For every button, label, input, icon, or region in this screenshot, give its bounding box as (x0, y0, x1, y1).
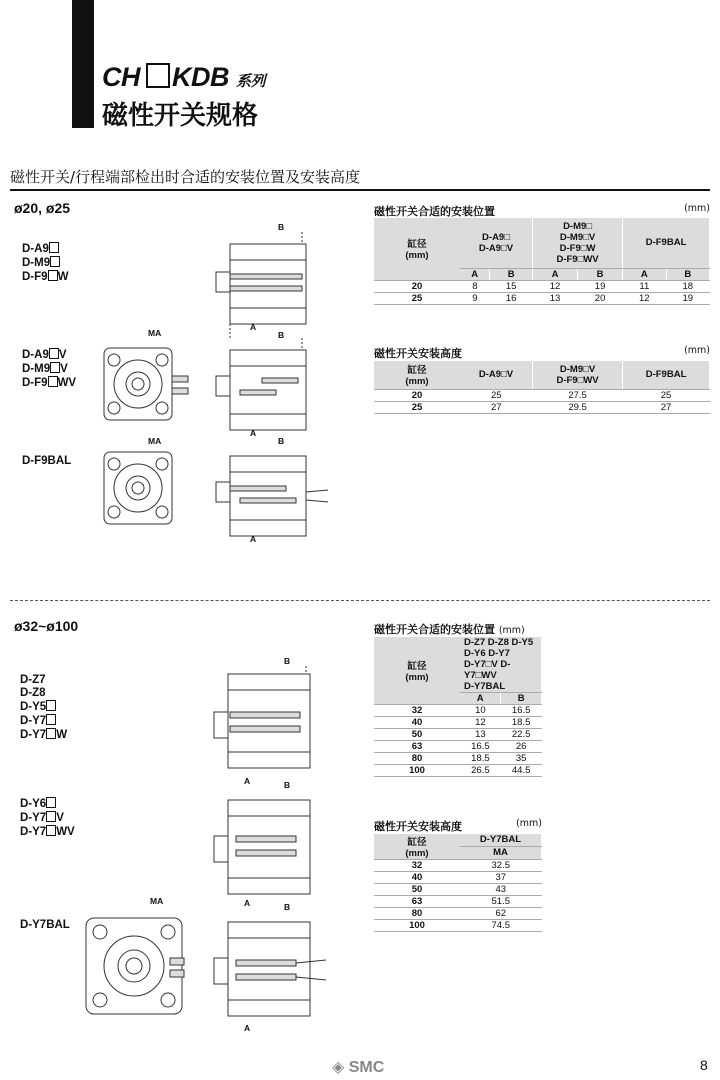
bore-size-label: ø32~ø100 (14, 618, 79, 634)
dim-label-ma: MA (150, 896, 164, 906)
page-number: 8 (700, 1057, 708, 1073)
table-title: 磁性开关安装高度 (mm) (374, 345, 710, 363)
section-heading: 磁性开关/行程端部检出时合适的安装位置及安装高度 (10, 166, 710, 191)
col-header-3: D-F9BAL (623, 218, 710, 268)
table-row: 25 27 29.5 27 (374, 401, 710, 413)
col-header-2: D-M9□ D-M9□V D-F9□W D-F9□WV (533, 218, 623, 268)
bottom-cylinder-drawings (70, 660, 330, 1040)
table-row: 80 18.5 35 (374, 753, 542, 765)
table-row: 20 25 27.5 25 (374, 389, 710, 401)
dim-label-b: B (278, 436, 285, 446)
mounting-position-table: 缸径 (mm) D-Z7 D-Z8 D-Y5 D-Y6 D-Y7 D-Y7□V D-Y7□WV D-Y7BAL A B 32 10 16.5 40 12 18.5 50 13 22.5 63 16.5 26 80 18.5 35 100 26.5 44.5 (374, 637, 542, 777)
mounting-height-table: 缸径 (mm) D-Y7BAL MA 32 32.5 40 37 50 43 63 51.5 80 62 100 74.5 (374, 834, 542, 932)
table-row: 100 26.5 44.5 (374, 765, 542, 777)
model-group-2: D-Y6 D-Y7 V D-Y7 WV (20, 798, 75, 838)
model-group-3: D-F9BAL (22, 455, 72, 467)
bore-size-label: ø20, ø25 (14, 200, 71, 216)
table-row: 100 74.5 (374, 920, 542, 932)
table-row: 80 62 (374, 908, 542, 920)
dim-label-a: A (250, 428, 257, 438)
dim-label-a: A (244, 898, 251, 908)
dim-label-b: B (284, 902, 291, 912)
table-row: 40 12 18.5 (374, 717, 542, 729)
table-row: 32 32.5 (374, 860, 542, 872)
smc-logo: ◈ SMC (332, 1059, 385, 1076)
model-group-3: D-Y7BAL (20, 919, 70, 931)
table-row: 63 16.5 26 (374, 741, 542, 753)
table-row: 50 43 (374, 884, 542, 896)
dim-label-a: A (250, 322, 257, 332)
table-row: 63 51.5 (374, 896, 542, 908)
dim-label-a: A (244, 776, 251, 786)
mounting-position-table: 缸径 (mm) D-A9□ D-A9□V D-M9□ D-M9□V D-F9□W D-F9□WV D-F9BAL A B A B A B 20 8 15 12 19 11 18 25 9 16 13 20 12 19 (374, 218, 710, 305)
table-row: 40 37 (374, 872, 542, 884)
table-title: 磁性开关合适的安装位置 (mm) (374, 203, 710, 221)
model-group-2: D-A9 V D-M9 V D-F9 WV (22, 349, 77, 389)
table-title: 磁性开关安装高度 (mm) (374, 818, 542, 836)
table-row: 50 13 22.5 (374, 729, 542, 741)
dim-label-ma: MA (148, 436, 162, 446)
table-row: 32 10 16.5 (374, 705, 542, 717)
placeholder-box (146, 63, 170, 88)
table-row: 25 9 16 13 20 12 19 (374, 292, 710, 304)
mounting-height-table: 缸径 (mm) D-A9□V D-M9□V D-F9□WV D-F9BAL 20 25 27.5 25 25 27 29.5 27 (374, 361, 710, 414)
section-divider (10, 600, 710, 601)
top-cylinder-drawings (90, 220, 330, 550)
dim-label-b: B (278, 222, 285, 232)
dim-label-ma: MA (148, 328, 162, 338)
table-row: 20 8 15 12 19 11 18 (374, 280, 710, 292)
page-title: 磁性开关规格 (102, 101, 259, 131)
series-title: CH KDB 系列 (102, 62, 266, 92)
dim-label-b: B (278, 330, 285, 340)
table-title: 磁性开关合适的安装位置 (mm) (374, 621, 542, 639)
dim-label-a: A (244, 1023, 251, 1033)
model-group-1: D-Z7 D-Z8 D-Y5 D-Y7 D-Y7 W (20, 674, 68, 741)
dim-label-a: A (250, 534, 257, 544)
bore-header: 缸径 (mm) (374, 218, 460, 280)
dim-label-b: B (284, 656, 291, 666)
model-group-1: D-A9 D-M9 D-F9 W (22, 243, 69, 283)
col-header-1: D-A9□ D-A9□V (460, 218, 533, 268)
header-bar (72, 0, 94, 128)
dim-label-b: B (284, 780, 291, 790)
